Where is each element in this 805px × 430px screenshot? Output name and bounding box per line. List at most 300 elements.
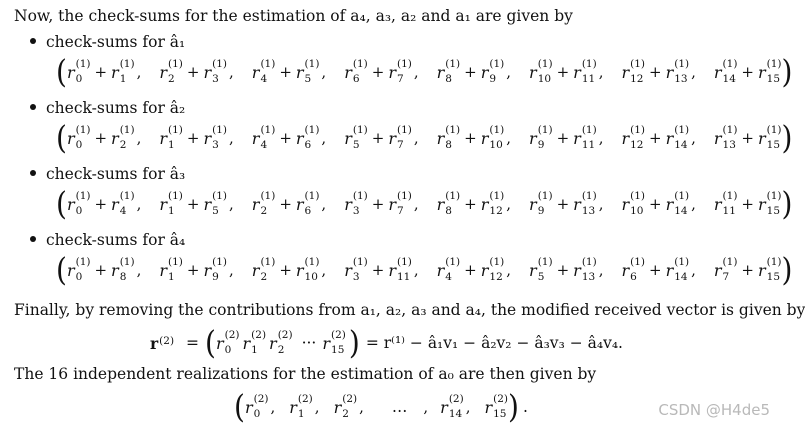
plus-sign: +: [556, 129, 570, 147]
checksum-term: [529, 190, 604, 217]
r-subscript: 15: [766, 73, 781, 85]
r-indices: [537, 124, 553, 151]
r-letter: r: [573, 194, 581, 214]
bullet-checksums-a1: [30, 32, 185, 52]
plus-sign: +: [464, 63, 477, 81]
r-superscript: (2): [224, 329, 240, 341]
r-subscript: 5: [537, 271, 545, 283]
r-letter: r: [758, 128, 766, 148]
r-subscript: 10: [630, 205, 644, 217]
r-letter: r: [242, 333, 251, 353]
r-subscript: 0: [224, 344, 232, 356]
left-paren: (: [234, 387, 245, 426]
checksum-term: [621, 256, 696, 283]
comma: ,: [465, 398, 471, 416]
realizations-tuple: [234, 387, 528, 426]
r-subscript: 4: [445, 271, 452, 283]
r-indices: [445, 124, 461, 151]
r-symbol: [344, 124, 368, 151]
r-indices: [224, 329, 240, 356]
comma: ,: [229, 129, 234, 147]
comma: ,: [598, 261, 604, 279]
r-symbol: [203, 124, 227, 151]
r-indices: [342, 393, 358, 420]
r-subscript: 3: [212, 139, 219, 151]
r-superscript: (1): [119, 58, 135, 70]
comma: ,: [321, 195, 327, 213]
r-symbol: [344, 58, 368, 85]
r-symbol: [251, 256, 276, 283]
r-superscript: (1): [352, 124, 368, 136]
checksum-term: [344, 58, 419, 85]
r-subscript: 8: [445, 73, 452, 85]
r-indices: [537, 58, 553, 85]
r-subscript: 1: [168, 271, 175, 283]
r-indices: [630, 58, 645, 85]
r-subscript: 10: [489, 139, 503, 151]
comma: ,: [691, 195, 696, 213]
r-subscript: 15: [766, 271, 781, 283]
r-letter: r: [111, 194, 119, 214]
r-indices: [722, 190, 738, 217]
plus-sign: +: [741, 261, 754, 279]
r-letter: r: [295, 194, 304, 214]
r-symbol: [713, 124, 738, 151]
r-superscript: (1): [396, 256, 412, 268]
checksum-term: [436, 58, 512, 85]
r-subscript: 12: [630, 73, 644, 85]
r-subscript: 6: [630, 271, 637, 283]
plus-sign: +: [186, 195, 200, 213]
checksum-term: [436, 124, 512, 151]
checksum-term: [621, 190, 696, 217]
bullet-dot: [30, 104, 36, 110]
comma: ,: [691, 129, 696, 147]
r-superscript: (1): [304, 256, 320, 268]
r-subscript: 11: [396, 271, 411, 283]
r-indices: [168, 124, 183, 151]
r-symbol: [758, 124, 782, 151]
bullet-checksums-a3: [30, 164, 185, 184]
r-indices: [352, 190, 368, 217]
plus-sign: +: [279, 195, 292, 213]
r-superscript: (1): [352, 58, 368, 70]
r-letter: r: [203, 128, 212, 148]
r-letter: r: [295, 62, 304, 82]
r-superscript: (1): [445, 124, 461, 136]
plus-sign: +: [279, 63, 292, 81]
checksum-term: [621, 124, 696, 151]
r-symbol: [251, 58, 276, 85]
r-subscript: 2: [342, 408, 349, 420]
r-subscript: 4: [260, 73, 268, 85]
r-subscript: 9: [212, 271, 219, 283]
r-letter: r: [66, 128, 75, 148]
plus-sign: +: [94, 195, 108, 213]
independent-sentence: The 16 independent realizations for the estimation of a₀ are then given by: [14, 365, 597, 383]
checksum-term: [529, 58, 604, 85]
r-symbol: [573, 124, 597, 151]
ellipsis: ···: [301, 334, 317, 352]
r-symbol: [440, 393, 464, 420]
r-indices: [766, 124, 782, 151]
r-superscript: (1): [581, 58, 597, 70]
right-paren: ): [781, 184, 793, 223]
comma: ,: [136, 261, 142, 279]
r-indices: [489, 190, 505, 217]
r-letter: r: [333, 397, 342, 417]
group-title: check-sums for â₄: [46, 231, 186, 249]
r-subscript: 6: [352, 73, 360, 85]
bullet-checksums-a4: [30, 230, 185, 250]
r-letter: r: [111, 260, 119, 280]
r-indices: [493, 393, 508, 420]
r-letter: r: [758, 260, 766, 280]
r-indices: [168, 190, 183, 217]
plus-sign: +: [186, 63, 200, 81]
r-indices: [674, 190, 690, 217]
r-superscript: (1): [445, 190, 461, 202]
r-letter: r: [621, 194, 630, 214]
r-superscript: (1): [766, 58, 782, 70]
r-indices: [119, 256, 135, 283]
bullet-dot: [30, 236, 36, 242]
r-symbol: [66, 58, 91, 85]
r-letter: r: [480, 128, 489, 148]
checksum-term: [251, 58, 327, 85]
r-letter: r: [388, 260, 396, 280]
r-letter: r: [295, 260, 304, 280]
r-symbol: [529, 190, 553, 217]
r-symbol: [215, 329, 240, 356]
r-superscript: (1): [260, 256, 276, 268]
r-superscript: (1): [489, 190, 505, 202]
checksum-term: [251, 256, 327, 283]
r-superscript: (1): [212, 124, 227, 136]
r-letter: r: [436, 62, 445, 82]
right-paren: ): [508, 387, 519, 426]
r-superscript: (1): [674, 124, 690, 136]
r-letter: r: [665, 260, 674, 280]
comma: ,: [314, 398, 320, 416]
r-letter: r: [66, 260, 75, 280]
r-superscript: (1): [722, 124, 738, 136]
r-indices: [581, 124, 597, 151]
r-symbol: [529, 58, 553, 85]
r-indices: [581, 58, 597, 85]
r-letter: r: [159, 194, 168, 214]
r-symbol: [203, 256, 227, 283]
r-indices: [352, 124, 368, 151]
r-letter: r: [621, 128, 630, 148]
r-superscript: (1): [396, 58, 412, 70]
r-superscript: (2): [342, 393, 358, 405]
group-title: check-sums for â₃: [46, 165, 186, 183]
r-symbol: [66, 190, 91, 217]
r-indices: [352, 256, 368, 283]
r-symbol: [159, 190, 183, 217]
r-superscript: (1): [304, 124, 320, 136]
comma: ,: [229, 261, 234, 279]
r-superscript: (1): [581, 256, 597, 268]
r-symbol: [758, 58, 782, 85]
checksums-row-a1: [56, 52, 793, 91]
checksum-terms: [66, 256, 782, 283]
r-superscript: (1): [722, 58, 738, 70]
r-letter: r: [251, 128, 260, 148]
checksum-term: [344, 190, 419, 217]
r-subscript: 14: [674, 205, 688, 217]
r-indices: [396, 124, 412, 151]
plus-sign: +: [279, 261, 292, 279]
r-superscript: (1): [119, 190, 135, 202]
r-symbol: [111, 190, 135, 217]
comma: ,: [229, 63, 234, 81]
r-letter: r: [111, 128, 119, 148]
r-letter: r: [529, 128, 537, 148]
r-symbol: [66, 256, 91, 283]
r-symbol: [665, 58, 690, 85]
r-subscript: 2: [119, 139, 127, 151]
r-letter: r: [713, 62, 722, 82]
r-symbol: [66, 124, 91, 151]
r-indices: [260, 190, 276, 217]
r-symbol: [713, 58, 738, 85]
r-letter: r: [529, 260, 537, 280]
r-subscript: 4: [260, 139, 268, 151]
r-symbol: [203, 190, 227, 217]
r-indices: [304, 190, 320, 217]
checksum-term: [159, 124, 234, 151]
r-superscript: (2): [448, 393, 464, 405]
checksum-term: [159, 256, 234, 283]
r-letter: r: [436, 128, 445, 148]
r-letter: r: [203, 62, 212, 82]
r-letter: r: [344, 62, 352, 82]
r-symbol: [480, 58, 505, 85]
r-indices: [396, 256, 412, 283]
modified-vector-entries: [215, 329, 349, 356]
r-superscript: (1): [212, 256, 227, 268]
r-letter: r: [573, 260, 581, 280]
r-symbol: [436, 190, 461, 217]
r-subscript: 9: [537, 205, 545, 217]
r-indices: [260, 58, 276, 85]
r-subscript: 14: [722, 73, 736, 85]
r-superscript: (1): [445, 256, 461, 268]
r-letter: r: [480, 62, 489, 82]
r-indices: [489, 58, 505, 85]
r-subscript: 12: [489, 271, 503, 283]
comma: ,: [270, 398, 276, 416]
r-symbol: [388, 124, 412, 151]
r-superscript: (1): [304, 58, 320, 70]
comma: ,: [321, 63, 327, 81]
r-subscript: 3: [352, 205, 360, 217]
r-letter: r: [573, 62, 581, 82]
plus-sign: +: [279, 129, 292, 147]
r-indices: [212, 58, 227, 85]
modified-vector-equation: [150, 323, 623, 362]
r-superscript: (1): [674, 190, 690, 202]
r-indices: [260, 124, 276, 151]
r-symbol: [388, 58, 412, 85]
r-letter: r: [440, 397, 448, 417]
checksum-terms: [66, 58, 782, 85]
checksum-term: [159, 58, 234, 85]
r-letter: r: [322, 333, 331, 353]
r-symbol: [333, 393, 358, 420]
r-symbol: [665, 190, 690, 217]
r-superscript: (1): [766, 124, 782, 136]
r-symbol: [529, 124, 553, 151]
checksums-row-a4: [56, 250, 793, 289]
r-indices: [581, 190, 597, 217]
r-letter: r: [203, 194, 212, 214]
r-superscript: (1): [445, 58, 461, 70]
r-indices: [766, 190, 782, 217]
checksum-term: [251, 190, 327, 217]
r-indices: [304, 58, 320, 85]
checksums-row-a3: [56, 184, 793, 223]
r-indices: [537, 190, 553, 217]
r-symbol: [295, 256, 320, 283]
r-symbol: [436, 58, 461, 85]
r-subscript: 5: [304, 73, 312, 85]
r-letter: r: [665, 128, 674, 148]
r-superscript: (1): [722, 256, 738, 268]
r-indices: [396, 58, 412, 85]
realizations-entries: [244, 393, 508, 420]
plus-sign: +: [371, 63, 385, 81]
checksums-row-a2: [56, 118, 793, 157]
r-letter: r: [665, 62, 674, 82]
intro-sentence: Now, the check-sums for the estimation of a₄, a₃, a₂ and a₁ are given by: [14, 7, 573, 25]
r-letter: r: [436, 260, 445, 280]
comma: ,: [321, 129, 327, 147]
r-subscript: 11: [581, 73, 596, 85]
comma: ,: [506, 63, 512, 81]
r-indices: [766, 256, 782, 283]
r-symbol: [621, 256, 645, 283]
comma: ,: [136, 63, 142, 81]
r-subscript: 15: [766, 205, 781, 217]
vector-r: r: [150, 333, 159, 353]
r-superscript: (1): [352, 190, 368, 202]
r-indices: [297, 393, 313, 420]
r-indices: [722, 58, 738, 85]
comma: ,: [413, 261, 419, 279]
r-symbol: [484, 393, 508, 420]
comma: ,: [136, 129, 142, 147]
r-superscript: (1): [630, 124, 645, 136]
checksum-term: [344, 124, 419, 151]
r-symbol: [251, 124, 276, 151]
r-subscript: 8: [445, 205, 452, 217]
right-paren: ): [781, 52, 793, 91]
r-symbol: [344, 190, 368, 217]
r-subscript: 9: [489, 73, 497, 85]
r-indices: [489, 256, 505, 283]
r-superscript: (1): [396, 124, 412, 136]
r-symbol: [480, 124, 505, 151]
ellipsis: …: [391, 398, 408, 416]
r-superscript: (1): [212, 58, 227, 70]
r-subscript: 11: [581, 139, 596, 151]
bullet-checksums-a2: [30, 98, 185, 118]
r-indices: [277, 329, 293, 356]
checksum-term: [344, 256, 419, 283]
r-letter: r: [159, 62, 168, 82]
r-indices: [119, 124, 135, 151]
r-subscript: 3: [352, 271, 360, 283]
r-indices: [212, 124, 227, 151]
r-letter: r: [713, 260, 722, 280]
r-superscript: (1): [630, 58, 645, 70]
r-superscript: (1): [537, 256, 553, 268]
r-indices: [75, 124, 91, 151]
right-paren: ): [781, 250, 793, 289]
checksum-term: [66, 190, 142, 217]
r-indices: [260, 256, 276, 283]
watermark: CSDN @H4de5: [658, 401, 770, 419]
r-subscript: 2: [260, 271, 268, 283]
modified-vector-rhs: = r⁽¹⁾ − â₁v₁ − â₂v₂ − â₃v₃ − â₄v₄.: [365, 334, 623, 352]
checksum-term: [66, 124, 142, 151]
r-superscript: (1): [212, 190, 227, 202]
r-letter: r: [665, 194, 674, 214]
plus-sign: +: [741, 63, 754, 81]
r-subscript: 8: [445, 139, 452, 151]
r-indices: [212, 256, 227, 283]
r-symbol: [159, 256, 183, 283]
r-superscript: (1): [75, 190, 91, 202]
r-symbol: [713, 256, 738, 283]
checksum-terms: [66, 190, 782, 217]
r-subscript: 13: [722, 139, 736, 151]
plus-sign: +: [186, 261, 200, 279]
r-subscript: 15: [493, 408, 507, 420]
left-paren: (: [56, 118, 67, 157]
r-subscript: 14: [674, 139, 688, 151]
plus-sign: +: [556, 63, 570, 81]
plus-sign: +: [94, 129, 108, 147]
r-superscript: (1): [119, 124, 135, 136]
r-symbol: [665, 256, 690, 283]
r-indices: [674, 124, 690, 151]
r-indices: [537, 256, 553, 283]
r-superscript: (2): [277, 329, 293, 341]
r-symbol: [242, 329, 267, 356]
plus-sign: +: [741, 129, 754, 147]
r-superscript: (1): [537, 124, 553, 136]
r-indices: [212, 190, 227, 217]
r-subscript: 12: [630, 139, 644, 151]
r-superscript: (2): [331, 329, 346, 341]
r-letter: r: [529, 194, 537, 214]
r-symbol: [111, 256, 135, 283]
r-subscript: 0: [75, 73, 83, 85]
r-symbol: [159, 124, 183, 151]
comma: ,: [359, 398, 364, 416]
comma: ,: [691, 261, 696, 279]
r-letter: r: [215, 333, 224, 353]
r-superscript: (2): [253, 393, 269, 405]
r-subscript: 1: [168, 205, 175, 217]
plus-sign: +: [464, 195, 477, 213]
plus-sign: +: [649, 129, 662, 147]
r-indices: [168, 256, 183, 283]
